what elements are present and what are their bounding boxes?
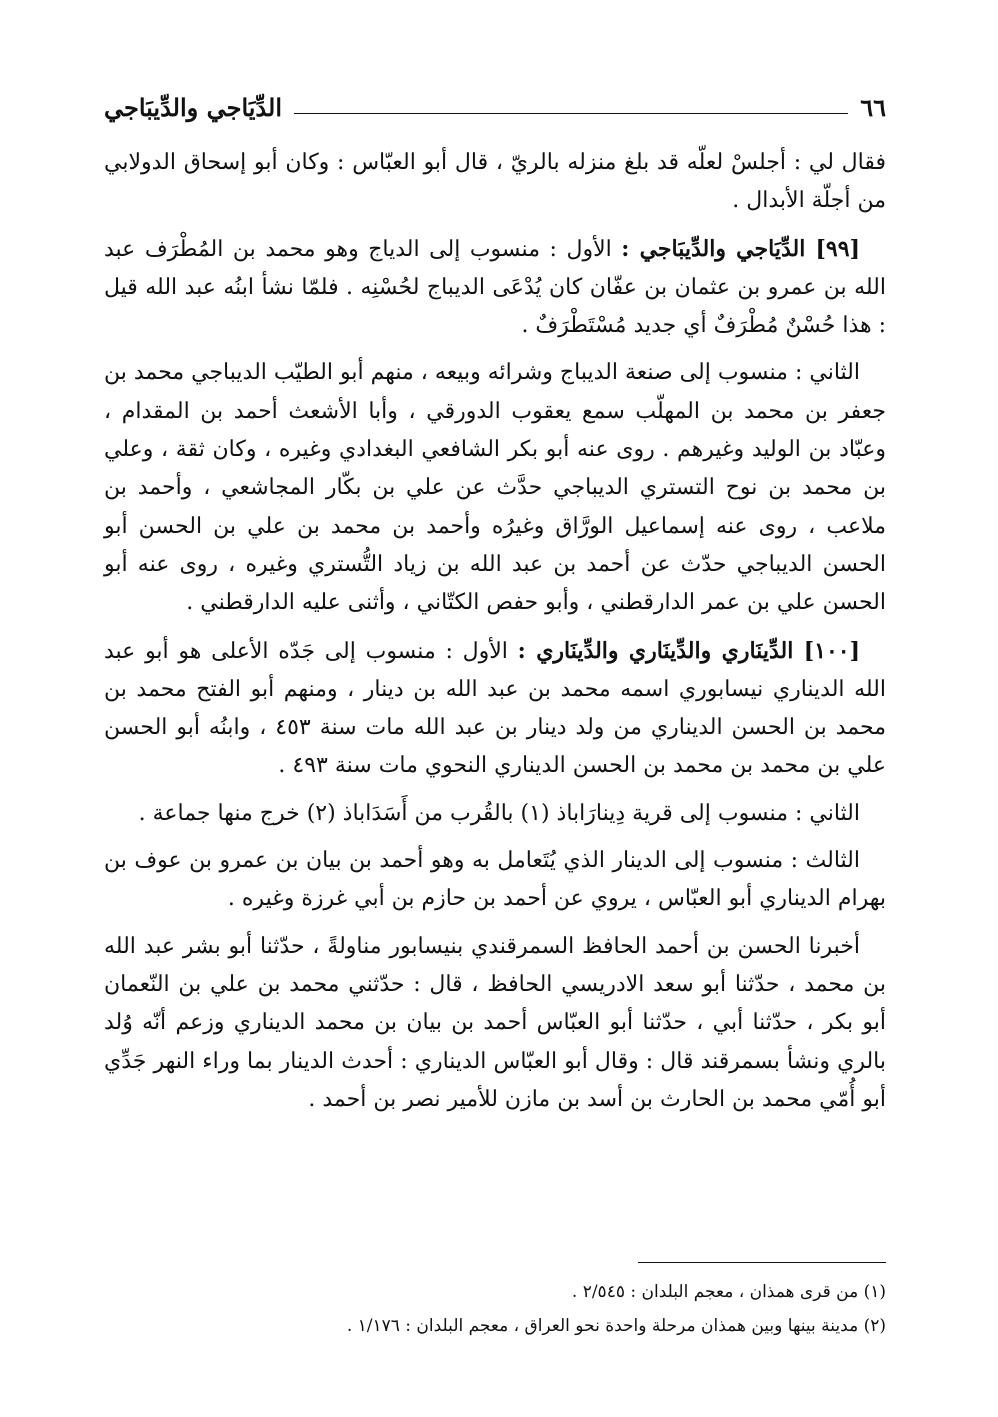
header-rule [294, 113, 848, 114]
entry-heading: [١٠٠] الدِّينَاري والدِّينَاري والدِّينَاري : [517, 637, 861, 664]
paragraph: أخبرنا الحسن بن أحمد الحافظ السمرقندي بنيسابور مناولةً ، حدّثنا أبو بشر عبد الله بن محمد ، حدّثنا أبو سعد الادريسي الحافظ ، قال : حدّثني محمد بن علي بن النّعمان أبو بكر ، حدّثنا أبي ، حدّثنا أبو العبّاس أحمد بن بيان بن محمد الديناري وزعم أنّه وُلد بالري ونشأ بسمرقند قال : وقال أبو العبّاس الديناري : أحدث الدينار بما وراء النهر جَدِّي أبو أُمّي محمد بن الحارث بن أسد بن مازن للأمير نصر بن أحمد . [104, 933, 886, 1112]
running-title: الدِّيَاجي والدِّيبَاجي [104, 93, 283, 122]
running-header [104, 88, 886, 124]
entry-text: الأول : منسوب إلى الدياج وهو محمد بن المُطْرَف عبد الله بن عمرو بن عثمان بن عفّان كان يُدْعَى الديباج لحُسْنِه . فلمّا نشأ ابنُه عبد الله قيل : هذا حُسْنٌ مُطْرَفٌ أي جديد مُسْتَطْرَفٌ . [104, 236, 886, 339]
main-text [104, 144, 886, 1128]
footnotes [104, 1275, 886, 1343]
entry-100 [104, 632, 886, 786]
page-number: ٦٦ [860, 93, 886, 122]
paragraph-continuation: فقال لي : أجلسْ لعلّه قد بلغ منزله بالريّ ، قال أبو العبّاس : وكان أبو إسحاق الدولابي من أجلّة الأبدال . [104, 150, 886, 214]
paragraph: الثالث : منسوب إلى الدينار الذي يُتَعامل به وهو أحمد بن بيان بن عمرو بن عوف بن بهرام الديناري أبو العبّاس ، يروي عن أحمد بن حازم بن أبي غرزة وغيره . [104, 848, 886, 912]
footnote-2: (٢) مدينة بينها وبين همذان مرحلة واحدة نحو العراق ، معجم البلدان : ١/١٧٦ . [346, 1316, 886, 1336]
entry-heading: [٩٩] الدِّيَاجي والدِّيبَاجي : [621, 235, 860, 262]
footnote-1: (١) من قرى همذان ، معجم البلدان : ٢/٥٤٥ . [571, 1282, 886, 1302]
entry-text: الأول : منسوب إلى جَدّه الأعلى هو أبو عبد الله الديناري نيسابوري اسمه محمد بن عبد الله بن دينار ، ومنهم أبو الفتح محمد بن محمد بن الحسن الديناري من ولد دينار بن عبد الله مات سنة ٤٥٣ ، وابنُه أبو الحسن علي بن محمد بن محمد بن الحسن الديناري النحوي مات سنة ٤٩٣ . [104, 638, 887, 779]
paragraph: الثاني : منسوب إلى قرية دِينارَاباذ (١) بالقُرب من أَسَدَاباذ (٢) خرج منها جماعة . [138, 800, 860, 826]
entry-99 [104, 230, 886, 346]
footnote-separator [638, 1262, 886, 1263]
paragraph: الثاني : منسوب إلى صنعة الديباج وشرائه وبيعه ، منهم أبو الطيّب الديباجي محمد بن جعفر بن محمد بن المهلّب سمع يعقوب الدورقي ، وأبا الأشعث أحمد بن المقدام ، وعبّاد بن الوليد وغيرهم . روى عنه أبو بكر الشافعي البغدادي وغيره ، وكان ثقة ، وعلي بن محمد بن نوح التستري الديباجي حدَّث عن علي بن بكّار المجاشعي ، وأحمد بن ملاعب ، روى عنه إسماعيل الورَّاق وغيرُه وأحمد بن محمد بن علي بن الحسن أبو الحسن الديباجي حدّث عن أحمد بن عبد الله بن زياد التُّستري وغيره ، روى عنه أبو الحسن علي بن عمر الدارقطني ، وأبو حفص الكتّاني ، وأثنى عليه الدارقطني . [104, 360, 886, 616]
